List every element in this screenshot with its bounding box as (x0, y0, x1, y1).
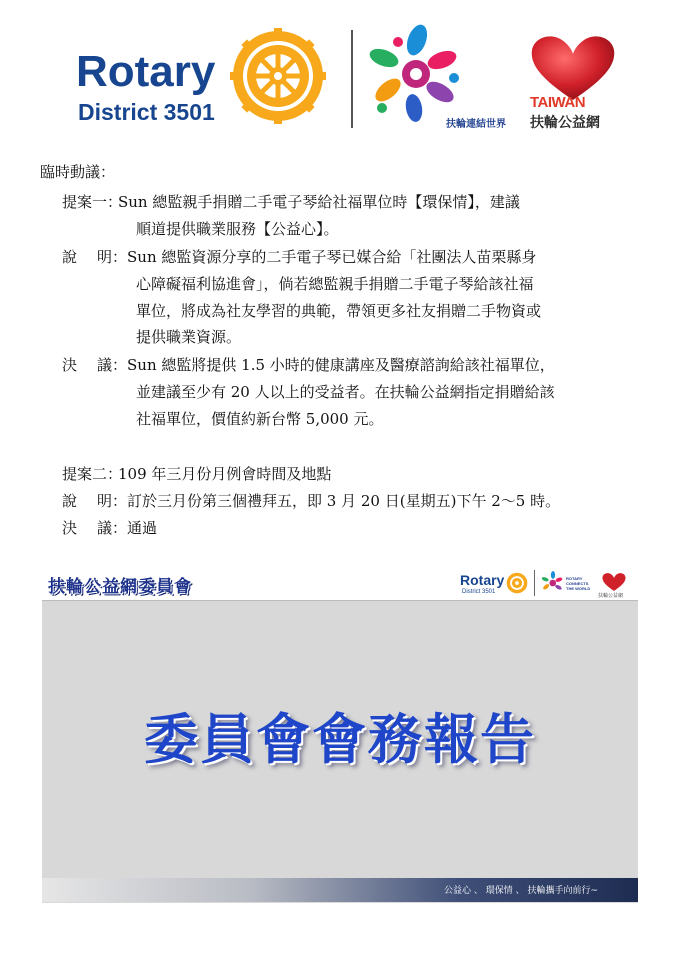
slide-main-title: 委員會會務報告 (144, 708, 536, 771)
explanation2-label-b: 明： (97, 492, 128, 510)
page-header (0, 0, 678, 150)
rotary-connects-world-logo (362, 20, 472, 128)
slide-heart-icon (602, 572, 626, 592)
resolution1-line-3: 社福單位，價值約新台幣 5,000 元。 (136, 410, 384, 428)
slide-footer-text: 公益心 、 環保情 、 扶輪攜手向前行~ (444, 886, 598, 896)
explanation2-line-1: 訂於三月份第三個禮拜五，即 3 月 20 日(星期五)下午 2～5 時。 (127, 492, 561, 510)
explanation1-label-a: 說 (62, 248, 78, 266)
explanation1-line-3: 單位，將成為社友學習的典範，帶領更多社友捐贈二手物資或 (136, 302, 542, 320)
proposal1-label: 提案一： (62, 193, 123, 211)
resolution1-line-2: 並建議至少有 20 人以上的受益者。在扶輪公益網指定捐贈給該 (136, 383, 555, 401)
explanation1-line-4: 提供職業資源。 (136, 328, 242, 346)
resolution2-line-1: 通過 (127, 519, 158, 537)
rotary-wordmark: Rotary (76, 47, 216, 96)
resolution1-label-b: 議： (97, 356, 128, 374)
connect-caption: 扶輪連結世界 (446, 119, 506, 130)
slide-connects-world-logo (540, 570, 566, 596)
slide-footer (42, 878, 638, 902)
explanation1-line-1: Sun 總監資源分享的二手電子琴已媒合給「社團法人苗栗縣身 (127, 248, 537, 266)
explanation1-line-2: 心障礙福利協進會」，倘若總監親手捐贈二手電子琴給該社福 (136, 275, 534, 293)
section-heading: 臨時動議： (40, 163, 116, 181)
proposal2-row (62, 464, 331, 484)
slide-taiwan-caption: 扶輪公益網 (598, 593, 624, 599)
explanation1-row (62, 247, 536, 267)
proposal2-label: 提案二： (62, 465, 123, 483)
resolution2-label-b: 議： (97, 519, 128, 537)
proposal1-line-2: 順道提供職業服務【公益心】。 (136, 220, 339, 238)
slide-body (42, 600, 638, 903)
resolution1-row (62, 355, 555, 375)
taiwan-wordmark: TAIWAN (530, 94, 586, 111)
explanation1-label-b: 明： (97, 248, 128, 266)
rotary-wheel-icon (230, 28, 326, 124)
slide-logo-divider (534, 570, 535, 596)
slide-district-label: District 3501 (462, 589, 496, 595)
district-label: District 3501 (78, 99, 215, 125)
heart-icon (530, 34, 616, 102)
explanation2-label-a: 說 (62, 492, 78, 510)
slide-header-title: 扶輪公益網委員會 (48, 577, 192, 597)
resolution1-line-1: Sun 總監將提供 1.5 小時的健康講座及醫療諮詢給該社福單位， (127, 356, 555, 374)
resolution2-row (62, 518, 157, 538)
slide-rotary-wordmark: Rotary (460, 572, 505, 588)
proposal2-line-1: 109 年三月份月例會時間及地點 (118, 465, 332, 483)
slide-rotary-wheel-icon (506, 572, 528, 594)
resolution1-label-a: 決 (62, 356, 78, 374)
proposal1-row (62, 192, 520, 212)
slide-connect-caption: ROTARY CONNECTS THE WORLD (566, 576, 591, 591)
proposal1-line-1: Sun 總監親手捐贈二手電子琴給社福單位時【環保情】，建議 (118, 193, 520, 211)
taiwan-caption: 扶輪公益網 (530, 115, 600, 131)
resolution2-label-a: 決 (62, 519, 78, 537)
header-divider (351, 30, 353, 128)
explanation2-row (62, 491, 560, 511)
